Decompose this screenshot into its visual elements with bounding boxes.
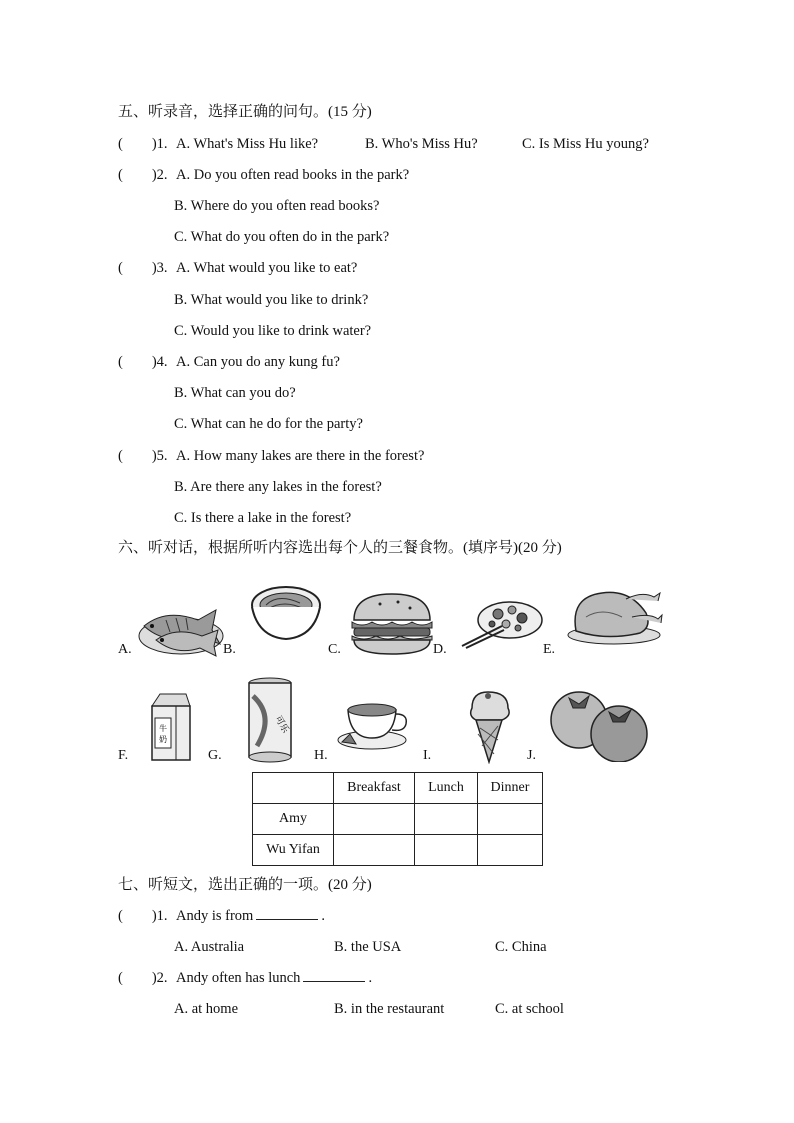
milk-label-char-2: 奶	[159, 735, 167, 744]
tea-cup-icon	[336, 700, 410, 752]
table-header-row	[253, 773, 543, 804]
table-row	[253, 804, 543, 835]
q5-3-option-a: A. What would you like to eat?	[176, 260, 358, 276]
q5-1-option-c: C. Is Miss Hu young?	[522, 136, 649, 152]
q7-2-stem	[176, 969, 372, 987]
hamburger-icon	[350, 592, 434, 656]
q7-2-option-a: A. at home	[174, 1001, 239, 1017]
table-header-dinner: Dinner	[478, 773, 543, 804]
q7-1-end: .	[321, 908, 325, 924]
table-header-lunch: Lunch	[415, 773, 478, 804]
q5-4-option-a: A. Can you do any kung fu?	[176, 354, 340, 370]
label-c: C.	[328, 642, 341, 657]
q5-2-number: ( )2.	[118, 167, 168, 183]
q7-2-blank	[303, 969, 365, 982]
q7-2-text: Andy often has lunch	[176, 970, 301, 986]
label-f: F.	[118, 748, 129, 763]
q5-4-option-b: B. What can you do?	[174, 385, 296, 401]
q5-3-option-c: C. Would you like to drink water?	[174, 323, 372, 339]
section5-title: 五、听录音，选择正确的问句。(15 分)	[118, 104, 372, 120]
q5-2-option-a: A. Do you often read books in the park?	[176, 167, 410, 183]
q5-1-number: ( )1.	[118, 136, 168, 152]
q5-5-option-a: A. How many lakes are there in the forest?	[176, 448, 425, 464]
table-row-name-amy: Amy	[253, 804, 334, 835]
q7-2-option-c: C. at school	[495, 1001, 564, 1017]
q7-1-option-b: B. the USA	[334, 939, 402, 955]
q7-1-number: ( )1.	[118, 908, 168, 924]
q7-1-stem	[176, 907, 325, 925]
table-header-breakfast: Breakfast	[334, 773, 415, 804]
q5-3-number: ( )3.	[118, 260, 168, 276]
q7-1-option-c: C. China	[495, 939, 547, 955]
label-h: H.	[314, 748, 328, 763]
table-header-corner	[253, 773, 334, 804]
q5-3-option-b: B. What would you like to drink?	[174, 292, 369, 308]
tomatoes-icon	[545, 690, 651, 762]
q5-4-option-c: C. What can he do for the party?	[174, 416, 363, 432]
table-cell[interactable]	[478, 804, 543, 835]
fish-icon	[136, 596, 226, 658]
meals-table	[252, 772, 543, 866]
table-cell[interactable]	[415, 835, 478, 866]
q7-1-text: Andy is from	[176, 908, 254, 924]
label-a: A.	[118, 642, 132, 657]
q7-2-end: .	[368, 970, 373, 986]
label-g: G.	[208, 748, 222, 763]
section7-title: 七、听短文，选出正确的一项。(20 分)	[118, 877, 372, 893]
cola-can-icon	[245, 676, 295, 764]
q5-4-number: ( )4.	[118, 354, 168, 370]
q5-2-option-b: B. Where do you often read books?	[174, 198, 380, 214]
table-cell[interactable]	[334, 804, 415, 835]
label-b: B.	[223, 642, 236, 657]
q5-1-option-a: A. What's Miss Hu like?	[176, 136, 319, 152]
table-cell[interactable]	[478, 835, 543, 866]
q7-1-blank	[256, 907, 318, 920]
q5-2-option-c: C. What do you often do in the park?	[174, 229, 390, 245]
section6-title: 六、听对话，根据所听内容选出每个人的三餐食物。(填序号)(20 分)	[118, 540, 562, 556]
milk-carton-icon	[146, 692, 194, 762]
q7-2-number: ( )2.	[118, 970, 168, 986]
q7-2-option-b: B. in the restaurant	[334, 1001, 445, 1017]
vegetable-dish-icon	[460, 596, 544, 650]
label-i: I.	[423, 748, 432, 763]
table-row-name-wu-yifan: Wu Yifan	[253, 835, 334, 866]
cola-label: 可乐	[272, 714, 291, 736]
label-j: J.	[527, 748, 536, 763]
q7-1-option-a: A. Australia	[174, 939, 245, 955]
q5-1-option-b: B. Who's Miss Hu?	[365, 136, 478, 152]
table-cell[interactable]	[334, 835, 415, 866]
q5-5-option-c: C. Is there a lake in the forest?	[174, 510, 352, 526]
ice-cream-icon	[466, 690, 512, 764]
table-row	[253, 835, 543, 866]
table-cell[interactable]	[415, 804, 478, 835]
label-e: E.	[543, 642, 556, 657]
label-d: D.	[433, 642, 447, 657]
roast-chicken-icon	[566, 587, 664, 645]
q5-5-number: ( )5.	[118, 448, 168, 464]
milk-label-char-1: 牛	[159, 724, 167, 733]
noodle-bowl-icon	[248, 583, 324, 641]
q5-5-option-b: B. Are there any lakes in the forest?	[174, 479, 382, 495]
